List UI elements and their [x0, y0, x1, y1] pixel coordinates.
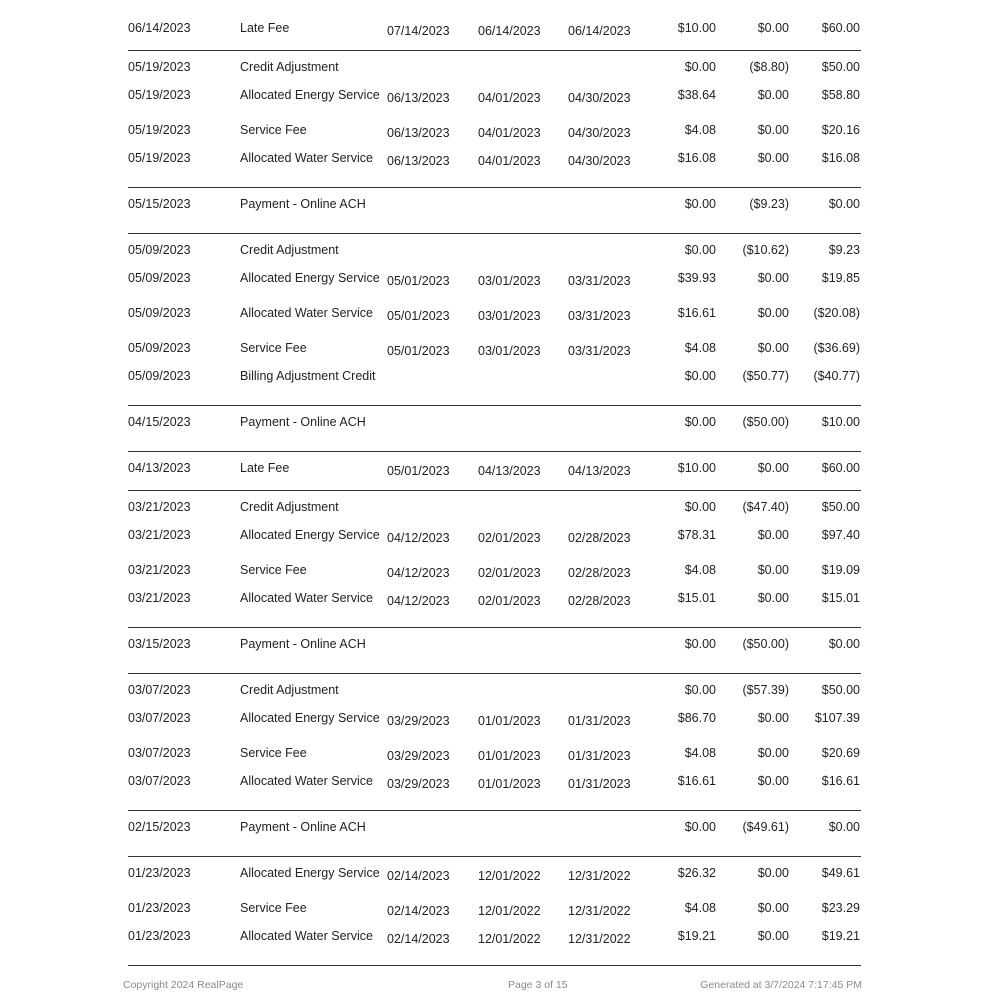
row-service-from: 04/13/2023	[478, 464, 541, 478]
row-date: 02/15/2023	[128, 820, 191, 834]
row-description: Credit Adjustment	[240, 243, 339, 257]
table-row	[128, 460, 861, 488]
row-date: 05/15/2023	[128, 197, 191, 211]
row-description: Payment - Online ACH	[240, 415, 366, 429]
row-charge-amount: $15.01	[677, 591, 716, 605]
row-credit-amount: $0.00	[757, 563, 789, 577]
row-service-from: 01/01/2023	[478, 714, 541, 728]
row-service-to: 06/14/2023	[568, 24, 631, 38]
transaction-ledger	[128, 12, 861, 966]
row-balance: $60.00	[821, 461, 860, 475]
row-due-date: 02/14/2023	[387, 932, 450, 946]
row-date: 03/15/2023	[128, 637, 191, 651]
row-balance: $23.29	[821, 901, 860, 915]
row-service-to: 03/31/2023	[568, 309, 631, 323]
row-description: Allocated Water Service	[240, 591, 373, 605]
row-due-date: 02/14/2023	[387, 904, 450, 918]
row-description: Service Fee	[240, 341, 307, 355]
row-service-to: 12/31/2022	[568, 932, 631, 946]
table-row	[128, 773, 861, 808]
row-due-date: 06/13/2023	[387, 126, 450, 140]
row-service-from: 03/01/2023	[478, 309, 541, 323]
row-balance: $49.61	[821, 866, 860, 880]
row-credit-amount: $0.00	[757, 528, 789, 542]
row-service-to: 12/31/2022	[568, 904, 631, 918]
row-service-to: 01/31/2023	[568, 749, 631, 763]
row-charge-amount: $0.00	[684, 369, 716, 383]
row-due-date: 02/14/2023	[387, 869, 450, 883]
row-credit-amount: $0.00	[757, 901, 789, 915]
row-due-date: 05/01/2023	[387, 344, 450, 358]
row-balance: ($20.08)	[813, 306, 860, 320]
row-description: Late Fee	[240, 461, 290, 475]
row-due-date: 06/13/2023	[387, 154, 450, 168]
table-row	[128, 636, 861, 671]
row-credit-amount: ($49.61)	[742, 820, 789, 834]
transaction-group	[128, 406, 861, 452]
table-row	[128, 87, 861, 122]
table-row	[128, 122, 861, 150]
row-due-date: 04/12/2023	[387, 594, 450, 608]
row-charge-amount: $19.21	[677, 929, 716, 943]
row-due-date: 05/01/2023	[387, 309, 450, 323]
row-balance: $0.00	[828, 637, 860, 651]
row-service-to: 02/28/2023	[568, 594, 631, 608]
row-credit-amount: $0.00	[757, 929, 789, 943]
row-due-date: 04/12/2023	[387, 566, 450, 580]
row-description: Credit Adjustment	[240, 500, 339, 514]
row-charge-amount: $0.00	[684, 500, 716, 514]
row-credit-amount: $0.00	[757, 774, 789, 788]
row-service-to: 04/30/2023	[568, 126, 631, 140]
row-balance: $19.85	[821, 271, 860, 285]
row-charge-amount: $39.93	[677, 271, 716, 285]
table-row	[128, 340, 861, 368]
row-charge-amount: $0.00	[684, 637, 716, 651]
row-date: 05/19/2023	[128, 88, 191, 102]
row-description: Allocated Energy Service	[240, 88, 380, 102]
table-row	[128, 928, 861, 963]
row-service-to: 12/31/2022	[568, 869, 631, 883]
row-balance: $97.40	[821, 528, 860, 542]
row-charge-amount: $16.61	[677, 306, 716, 320]
row-description: Payment - Online ACH	[240, 197, 366, 211]
row-charge-amount: $0.00	[684, 820, 716, 834]
footer-generated-timestamp: Generated at 3/7/2024 7:17:45 PM	[700, 979, 862, 991]
row-description: Credit Adjustment	[240, 683, 339, 697]
row-description: Payment - Online ACH	[240, 820, 366, 834]
row-credit-amount: $0.00	[757, 123, 789, 137]
table-row	[128, 242, 861, 270]
row-credit-amount: $0.00	[757, 711, 789, 725]
row-balance: $50.00	[821, 500, 860, 514]
row-balance: $50.00	[821, 683, 860, 697]
row-description: Late Fee	[240, 21, 290, 35]
row-service-to: 01/31/2023	[568, 714, 631, 728]
table-row	[128, 562, 861, 590]
row-description: Allocated Water Service	[240, 929, 373, 943]
row-date: 05/09/2023	[128, 369, 191, 383]
row-date: 04/15/2023	[128, 415, 191, 429]
row-credit-amount: $0.00	[757, 151, 789, 165]
row-service-to: 03/31/2023	[568, 274, 631, 288]
row-charge-amount: $10.00	[677, 461, 716, 475]
row-charge-amount: $0.00	[684, 60, 716, 74]
footer-page-number: Page 3 of 15	[508, 979, 568, 991]
transaction-group	[128, 188, 861, 234]
row-service-from: 04/01/2023	[478, 126, 541, 140]
row-credit-amount: $0.00	[757, 21, 789, 35]
row-charge-amount: $4.08	[684, 563, 716, 577]
table-row	[128, 414, 861, 449]
row-due-date: 03/29/2023	[387, 714, 450, 728]
row-service-to: 03/31/2023	[568, 344, 631, 358]
row-balance: $9.23	[828, 243, 860, 257]
row-description: Service Fee	[240, 563, 307, 577]
row-balance: $20.16	[821, 123, 860, 137]
transaction-group	[128, 234, 861, 406]
row-description: Allocated Energy Service	[240, 271, 380, 285]
row-balance: $0.00	[828, 820, 860, 834]
row-description: Allocated Water Service	[240, 774, 373, 788]
row-charge-amount: $26.32	[677, 866, 716, 880]
row-service-from: 02/01/2023	[478, 531, 541, 545]
table-row	[128, 900, 861, 928]
transaction-group	[128, 452, 861, 491]
row-description: Allocated Energy Service	[240, 866, 380, 880]
row-credit-amount: ($50.00)	[742, 415, 789, 429]
table-row	[128, 745, 861, 773]
row-due-date: 06/13/2023	[387, 91, 450, 105]
row-balance: ($36.69)	[813, 341, 860, 355]
row-service-from: 02/01/2023	[478, 566, 541, 580]
row-service-from: 03/01/2023	[478, 274, 541, 288]
row-charge-amount: $4.08	[684, 123, 716, 137]
row-balance: $10.00	[821, 415, 860, 429]
table-row	[128, 590, 861, 625]
table-row	[128, 368, 861, 403]
row-description: Service Fee	[240, 901, 307, 915]
row-date: 03/07/2023	[128, 711, 191, 725]
row-due-date: 03/29/2023	[387, 749, 450, 763]
table-row	[128, 865, 861, 900]
table-row	[128, 527, 861, 562]
row-charge-amount: $0.00	[684, 243, 716, 257]
transaction-group	[128, 628, 861, 674]
row-charge-amount: $0.00	[684, 415, 716, 429]
row-description: Allocated Energy Service	[240, 711, 380, 725]
transaction-group	[128, 12, 861, 51]
row-date: 01/23/2023	[128, 866, 191, 880]
table-row	[128, 20, 861, 48]
row-credit-amount: ($50.77)	[742, 369, 789, 383]
row-description: Service Fee	[240, 746, 307, 760]
row-service-from: 03/01/2023	[478, 344, 541, 358]
row-charge-amount: $0.00	[684, 683, 716, 697]
row-credit-amount: $0.00	[757, 461, 789, 475]
row-service-from: 12/01/2022	[478, 869, 541, 883]
row-description: Service Fee	[240, 123, 307, 137]
row-service-from: 06/14/2023	[478, 24, 541, 38]
table-row	[128, 59, 861, 87]
row-due-date: 05/01/2023	[387, 274, 450, 288]
page-footer	[123, 978, 862, 1000]
table-row	[128, 270, 861, 305]
row-credit-amount: ($57.39)	[742, 683, 789, 697]
table-row	[128, 150, 861, 185]
footer-copyright: Copyright 2024 RealPage	[123, 979, 244, 991]
row-service-to: 02/28/2023	[568, 566, 631, 580]
transaction-group	[128, 491, 861, 628]
row-date: 01/23/2023	[128, 901, 191, 915]
transaction-group	[128, 674, 861, 811]
row-credit-amount: ($8.80)	[749, 60, 789, 74]
row-description: Allocated Water Service	[240, 151, 373, 165]
row-date: 05/19/2023	[128, 151, 191, 165]
row-date: 06/14/2023	[128, 21, 191, 35]
row-balance: $15.01	[821, 591, 860, 605]
row-credit-amount: $0.00	[757, 306, 789, 320]
row-service-from: 12/01/2022	[478, 932, 541, 946]
table-row	[128, 710, 861, 745]
row-service-from: 12/01/2022	[478, 904, 541, 918]
row-date: 01/23/2023	[128, 929, 191, 943]
row-date: 03/21/2023	[128, 591, 191, 605]
row-credit-amount: $0.00	[757, 591, 789, 605]
row-description: Allocated Water Service	[240, 306, 373, 320]
row-date: 05/09/2023	[128, 341, 191, 355]
row-service-to: 04/13/2023	[568, 464, 631, 478]
row-credit-amount: ($47.40)	[742, 500, 789, 514]
row-date: 03/21/2023	[128, 563, 191, 577]
row-date: 03/07/2023	[128, 746, 191, 760]
row-date: 03/07/2023	[128, 774, 191, 788]
row-credit-amount: $0.00	[757, 341, 789, 355]
row-due-date: 05/01/2023	[387, 464, 450, 478]
row-balance: $16.08	[821, 151, 860, 165]
table-row	[128, 196, 861, 231]
table-row	[128, 682, 861, 710]
row-credit-amount: $0.00	[757, 746, 789, 760]
row-date: 03/21/2023	[128, 528, 191, 542]
row-balance: ($40.77)	[813, 369, 860, 383]
row-charge-amount: $16.61	[677, 774, 716, 788]
row-credit-amount: ($9.23)	[749, 197, 789, 211]
row-date: 05/19/2023	[128, 60, 191, 74]
row-date: 03/07/2023	[128, 683, 191, 697]
row-service-to: 04/30/2023	[568, 91, 631, 105]
row-charge-amount: $86.70	[677, 711, 716, 725]
row-due-date: 07/14/2023	[387, 24, 450, 38]
row-due-date: 04/12/2023	[387, 531, 450, 545]
row-credit-amount: ($10.62)	[742, 243, 789, 257]
row-description: Credit Adjustment	[240, 60, 339, 74]
transaction-group	[128, 857, 861, 966]
row-balance: $58.80	[821, 88, 860, 102]
row-credit-amount: ($50.00)	[742, 637, 789, 651]
row-description: Billing Adjustment Credit	[240, 369, 376, 383]
row-service-to: 04/30/2023	[568, 154, 631, 168]
row-charge-amount: $16.08	[677, 151, 716, 165]
row-balance: $107.39	[814, 711, 860, 725]
table-row	[128, 819, 861, 854]
row-service-from: 01/01/2023	[478, 777, 541, 791]
row-balance: $50.00	[821, 60, 860, 74]
row-balance: $0.00	[828, 197, 860, 211]
row-charge-amount: $78.31	[677, 528, 716, 542]
row-charge-amount: $4.08	[684, 341, 716, 355]
table-row	[128, 305, 861, 340]
row-service-from: 01/01/2023	[478, 749, 541, 763]
row-service-from: 02/01/2023	[478, 594, 541, 608]
row-balance: $20.69	[821, 746, 860, 760]
row-credit-amount: $0.00	[757, 271, 789, 285]
transaction-group	[128, 811, 861, 857]
table-row	[128, 499, 861, 527]
row-date: 03/21/2023	[128, 500, 191, 514]
row-service-to: 01/31/2023	[568, 777, 631, 791]
row-credit-amount: $0.00	[757, 866, 789, 880]
row-due-date: 03/29/2023	[387, 777, 450, 791]
row-charge-amount: $4.08	[684, 746, 716, 760]
row-description: Allocated Energy Service	[240, 528, 380, 542]
row-date: 05/09/2023	[128, 271, 191, 285]
row-date: 05/09/2023	[128, 306, 191, 320]
row-service-from: 04/01/2023	[478, 91, 541, 105]
row-description: Payment - Online ACH	[240, 637, 366, 651]
row-charge-amount: $10.00	[677, 21, 716, 35]
row-date: 05/19/2023	[128, 123, 191, 137]
row-date: 05/09/2023	[128, 243, 191, 257]
row-credit-amount: $0.00	[757, 88, 789, 102]
transaction-group	[128, 51, 861, 188]
row-charge-amount: $38.64	[677, 88, 716, 102]
row-date: 04/13/2023	[128, 461, 191, 475]
row-service-from: 04/01/2023	[478, 154, 541, 168]
row-balance: $19.21	[821, 929, 860, 943]
row-charge-amount: $0.00	[684, 197, 716, 211]
row-service-to: 02/28/2023	[568, 531, 631, 545]
row-charge-amount: $4.08	[684, 901, 716, 915]
row-balance: $60.00	[821, 21, 860, 35]
row-balance: $16.61	[821, 774, 860, 788]
row-balance: $19.09	[821, 563, 860, 577]
